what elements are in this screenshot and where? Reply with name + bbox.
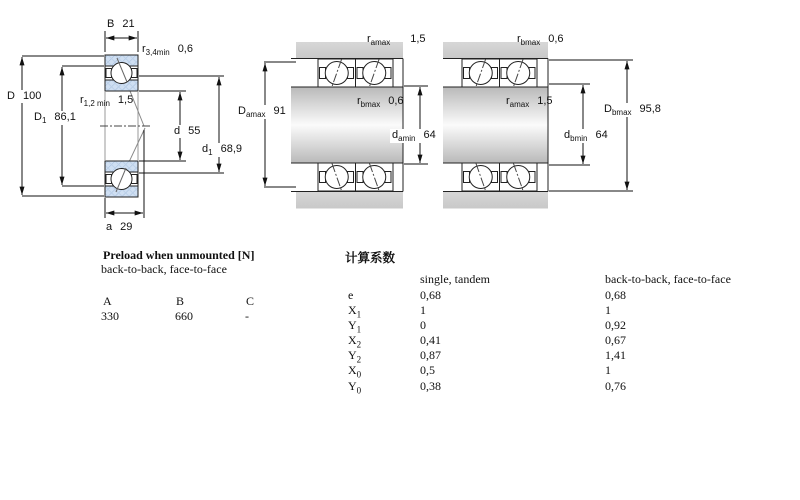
dim-r12-sub: 1,2 min [83, 99, 110, 109]
factor-single-value: 0,5 [420, 363, 435, 377]
dim-rbmax-2-sub: bmax [520, 38, 541, 48]
calculation-factors-table [345, 250, 765, 410]
dim-rbmax-2-symbol: r [517, 33, 521, 45]
dim-ramax-2-symbol: r [506, 95, 510, 107]
dim-r34-sub: 3,4min [145, 48, 170, 58]
dim-d1-value: 68,9 [220, 143, 242, 155]
preload-col-C: C [246, 294, 255, 308]
factor-paired-value: 0,68 [605, 288, 626, 302]
factor-single-value: 0,68 [420, 288, 441, 302]
dim-rbmax-2-value: 0,6 [548, 33, 564, 45]
dim-ramax-2-sub: amax [509, 100, 530, 110]
dim-ramax-2-value: 1,5 [537, 95, 553, 107]
dim-D1 [32, 111, 78, 125]
preload-title: Preload when unmounted [N] [103, 248, 255, 262]
dim-a-value: 29 [120, 221, 133, 233]
dim-Damax [236, 105, 288, 119]
dim-Damax-value: 91 [273, 105, 286, 117]
preload-table [100, 248, 310, 328]
dim-D [5, 90, 43, 103]
factor-symbol: $Y_0$ [348, 379, 362, 396]
dim-d1-symbol: d [202, 143, 209, 155]
dim-r34-symbol: r [142, 43, 146, 55]
dim-d1-sub: 1 [208, 148, 213, 158]
dim-B [107, 18, 135, 31]
dim-rbmax-1 [357, 95, 404, 109]
dim-ramax-2 [506, 95, 553, 109]
factor-single-value: 0,87 [420, 348, 441, 362]
dim-D1-symbol: D [34, 111, 42, 123]
arrangement-diagram-2 [443, 42, 633, 209]
factor-single-value: 0,38 [420, 379, 441, 393]
dim-Damax-symbol: D [238, 105, 246, 117]
dim-D-symbol: D [7, 90, 15, 102]
dim-damin-value: 64 [423, 129, 436, 141]
dim-ramax-1-sub: amax [370, 38, 391, 48]
dim-r12-symbol: r [80, 94, 84, 106]
dim-rbmax-2 [517, 33, 564, 47]
preload-subtitle: back-to-back, face-to-face [101, 262, 227, 276]
factor-symbol: $X_1$ [348, 303, 362, 320]
factors-col-single: single, tandem [420, 272, 490, 286]
dim-Damax-sub: amax [245, 110, 266, 120]
dim-rbmax-1-sub: bmax [360, 100, 381, 110]
dim-d-value: 55 [188, 125, 201, 137]
dim-Dbmax-value: 95,8 [639, 103, 661, 115]
factor-symbol: $Y_1$ [348, 318, 362, 335]
dim-dbmin [562, 129, 610, 143]
factor-paired-value: 0,67 [605, 333, 626, 347]
dim-d [172, 125, 202, 138]
dim-d-symbol: d [174, 125, 181, 137]
dim-a [106, 221, 132, 234]
dim-dbmin-symbol: d [564, 129, 571, 141]
dim-D1-sub: 1 [41, 116, 47, 126]
dim-Dbmax-symbol: D [604, 103, 612, 115]
dim-Dbmax [602, 103, 663, 117]
dim-r12 [80, 94, 133, 108]
arrangement-diagram-1 [264, 42, 428, 209]
dim-a-label: a [106, 221, 113, 233]
factor-symbol: $X_0$ [348, 363, 362, 380]
preload-col-B: B [176, 294, 185, 308]
preload-col-A: A [103, 294, 112, 308]
factor-single-value: 0,41 [420, 333, 441, 347]
factor-single-value: 0 [420, 318, 426, 332]
dim-damin-sub: amin [398, 134, 416, 144]
dim-Dbmax-sub: bmax [611, 108, 632, 118]
preload-value-C: - [245, 309, 249, 323]
dim-B-label: B [107, 18, 115, 30]
dim-ramax-1-value: 1,5 [410, 33, 426, 45]
dim-damin [390, 129, 438, 143]
dim-r12-value: 1,5 [117, 94, 134, 106]
dim-dbmin-value: 64 [595, 129, 608, 141]
factor-paired-value: 1 [605, 303, 611, 317]
dim-r34 [142, 43, 193, 57]
dim-rbmax-1-value: 0,6 [388, 95, 404, 107]
factor-paired-value: 1 [605, 363, 611, 377]
dim-r34-value: 0,6 [177, 43, 193, 55]
preload-value-B: 660 [175, 309, 193, 323]
factor-symbol: $Y_2$ [348, 348, 362, 365]
dim-rbmax-1-symbol: r [357, 95, 361, 107]
dim-D1-value: 86,1 [54, 111, 76, 123]
dim-dbmin-sub: bmin [570, 134, 588, 144]
factor-paired-value: 0,92 [605, 318, 626, 332]
factors-title: 计算系数 [345, 251, 396, 265]
dim-d1 [200, 143, 244, 157]
preload-value-A: 330 [101, 309, 119, 323]
factor-paired-value: 0,76 [605, 379, 626, 393]
factor-symbol: $X_2$ [348, 333, 362, 350]
factor-paired-value: 1,41 [605, 348, 626, 362]
dim-ramax-1 [367, 33, 426, 47]
factor-symbol: e [348, 288, 354, 302]
dim-B-value: 21 [122, 18, 135, 30]
dim-ramax-1-symbol: r [367, 33, 371, 45]
dim-D-value: 100 [22, 90, 42, 102]
factors-col-paired: back-to-back, face-to-face [605, 272, 731, 286]
dim-damin-symbol: d [392, 129, 399, 141]
factor-single-value: 1 [420, 303, 426, 317]
